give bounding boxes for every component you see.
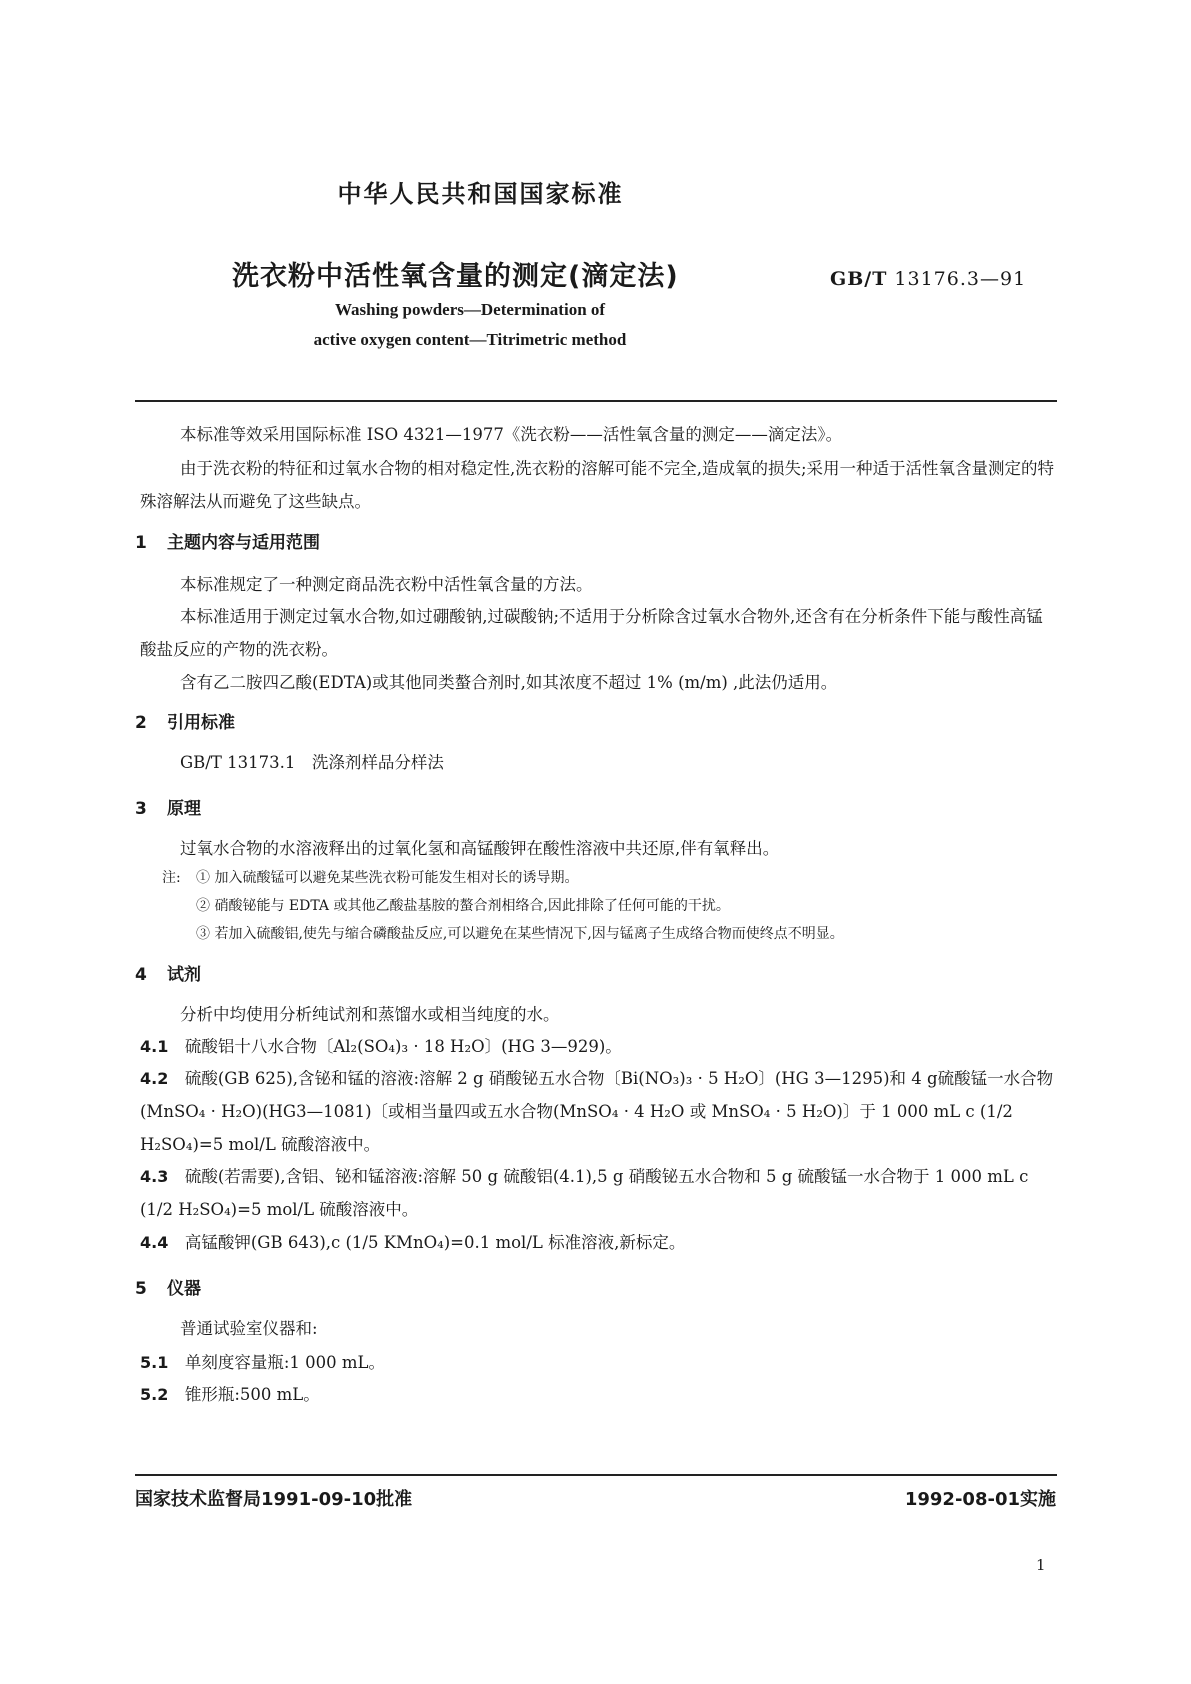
english-title-line-2: active oxygen content—Titrimetric method [313,330,627,349]
item-text: 锥形瓶:500 mL。 [184,1385,320,1404]
standard-title: 中华人民共和国国家标准 [337,180,624,208]
section-1-number: 1 [135,533,147,553]
reagent-item-4-1 [140,1030,1055,1063]
page-number: 1 [1036,1556,1046,1574]
section-3-paragraph: 过氧水合物的水溶液释出的过氧化氢和高锰酸钾在酸性溶液中共还原,伴有氧释出。 [180,839,780,858]
section-5-title: 仪器 [167,1279,201,1299]
note-3: ③ 若加入硫酸铝,使先与缩合磷酸盐反应,可以避免在某些情况下,因与锰离子生成络合物而使终点不明显。 [196,926,844,942]
section-2-heading [135,708,235,733]
section-1-paragraph-1: 本标准规定了一种测定商品洗衣粉中活性氧含量的方法。 [180,575,593,594]
section-5-number: 5 [135,1279,147,1299]
item-text: 硫酸(GB 625),含铋和锰的溶液:溶解 2 g 硝酸铋五水合物〔Bi(NO₃)₃ · 5 H₂O〕(HG 3—1295)和 4 g硫酸锰一水合物(MnSO₄ · H₂O)(HG3—1081)〔或相当量四或五水合物(MnSO₄ · 4 H₂O 或 MnSO₄ · 5 H₂O)〕于 1 000 mL c (1/2 H₂SO₄)=5 mol/L 硫酸溶液中。 [140,1069,1054,1154]
standard-code-prefix: GB/T [830,268,888,290]
english-title-line-1: Washing powders—Determination of [334,300,606,319]
item-number: 4.3 [140,1167,169,1186]
item-text: 硫酸铝十八水合物〔Al₂(SO₄)₃ · 18 H₂O〕(HG 3—929)。 [184,1037,622,1056]
intro-paragraph-2: 由于洗衣粉的特征和过氧水合物的相对稳定性,洗衣粉的溶解可能不完全,造成氧的损失;采用一种适于活性氧含量测定的特殊溶解法从而避免了这些缺点。 [140,459,1055,511]
note-2: ② 硝酸铋能与 EDTA 或其他乙酸盐基胺的螯合剂相络合,因此排除了任何可能的干扰。 [196,898,730,914]
section-4-number: 4 [135,965,147,985]
section-4-heading [135,960,201,985]
reagent-item-4-4 [140,1226,1055,1259]
section-1-title: 主题内容与适用范围 [167,533,320,553]
section-5-intro: 普通试验室仪器和: [180,1319,318,1338]
note-1: ① 加入硫酸锰可以避免某些洗衣粉可能发生相对长的诱导期。 [196,870,579,886]
section-3-title: 原理 [167,799,201,819]
section-5-heading [135,1274,201,1299]
section-2-number: 2 [135,713,147,733]
section-3-number: 3 [135,799,147,819]
approval-date: 国家技术监督局1991-09-10批准 [135,1489,413,1510]
section-1-paragraph-3: 含有乙二胺四乙酸(EDTA)或其他同类螯合剂时,如其浓度不超过 1% (m/m) ,此法仍适用。 [180,673,838,692]
reagent-item-4-3 [140,1160,1055,1226]
section-2-title: 引用标准 [167,713,235,733]
item-text: 高锰酸钾(GB 643),c (1/5 KMnO₄)=0.1 mol/L 标准溶液,新标定。 [184,1233,686,1252]
standard-code [830,268,1026,290]
section-1-heading [135,528,320,553]
apparatus-item-5-2 [140,1378,1055,1411]
apparatus-item-5-1 [140,1346,1055,1379]
item-text: 单刻度容量瓶:1 000 mL。 [184,1353,385,1372]
item-number: 5.1 [140,1353,169,1372]
standard-code-number: 13176.3—91 [894,268,1027,290]
section-1-paragraph-2: 本标准适用于测定过氧水合物,如过硼酸钠,过碳酸钠;不适用于分析除含过氧水合物外,还含有在分析条件下能与酸性高锰酸盐反应的产物的洗衣粉。 [140,607,1043,659]
item-number: 4.2 [140,1069,169,1088]
note-label: 注: [162,870,181,886]
reagent-item-4-2 [140,1062,1055,1161]
section-4-title: 试剂 [167,965,201,985]
section-4-intro: 分析中均使用分析纯试剂和蒸馏水或相当纯度的水。 [180,1005,560,1024]
section-3-heading [135,794,201,819]
item-number: 4.4 [140,1233,169,1252]
item-text: 硫酸(若需要),含铝、铋和锰溶液:溶解 50 g 硫酸铝(4.1),5 g 硝酸铋五水合物和 5 g 硫酸锰一水合物于 1 000 mL c (1/2 H₂SO₄)=5 mol/L 硫酸溶液中。 [140,1167,1029,1219]
footer-divider [135,1474,1057,1476]
section-2-reference: GB/T 13173.1 洗涤剂样品分样法 [180,753,444,772]
implementation-date: 1992-08-01实施 [904,1489,1056,1510]
intro-paragraph-1: 本标准等效采用国际标准 ISO 4321—1977《洗衣粉——活性氧含量的测定——滴定法》。 [180,425,843,444]
header-divider [135,400,1057,402]
item-number: 4.1 [140,1037,169,1056]
document-title: 洗衣粉中活性氧含量的测定(滴定法) [232,261,679,292]
item-number: 5.2 [140,1385,169,1404]
